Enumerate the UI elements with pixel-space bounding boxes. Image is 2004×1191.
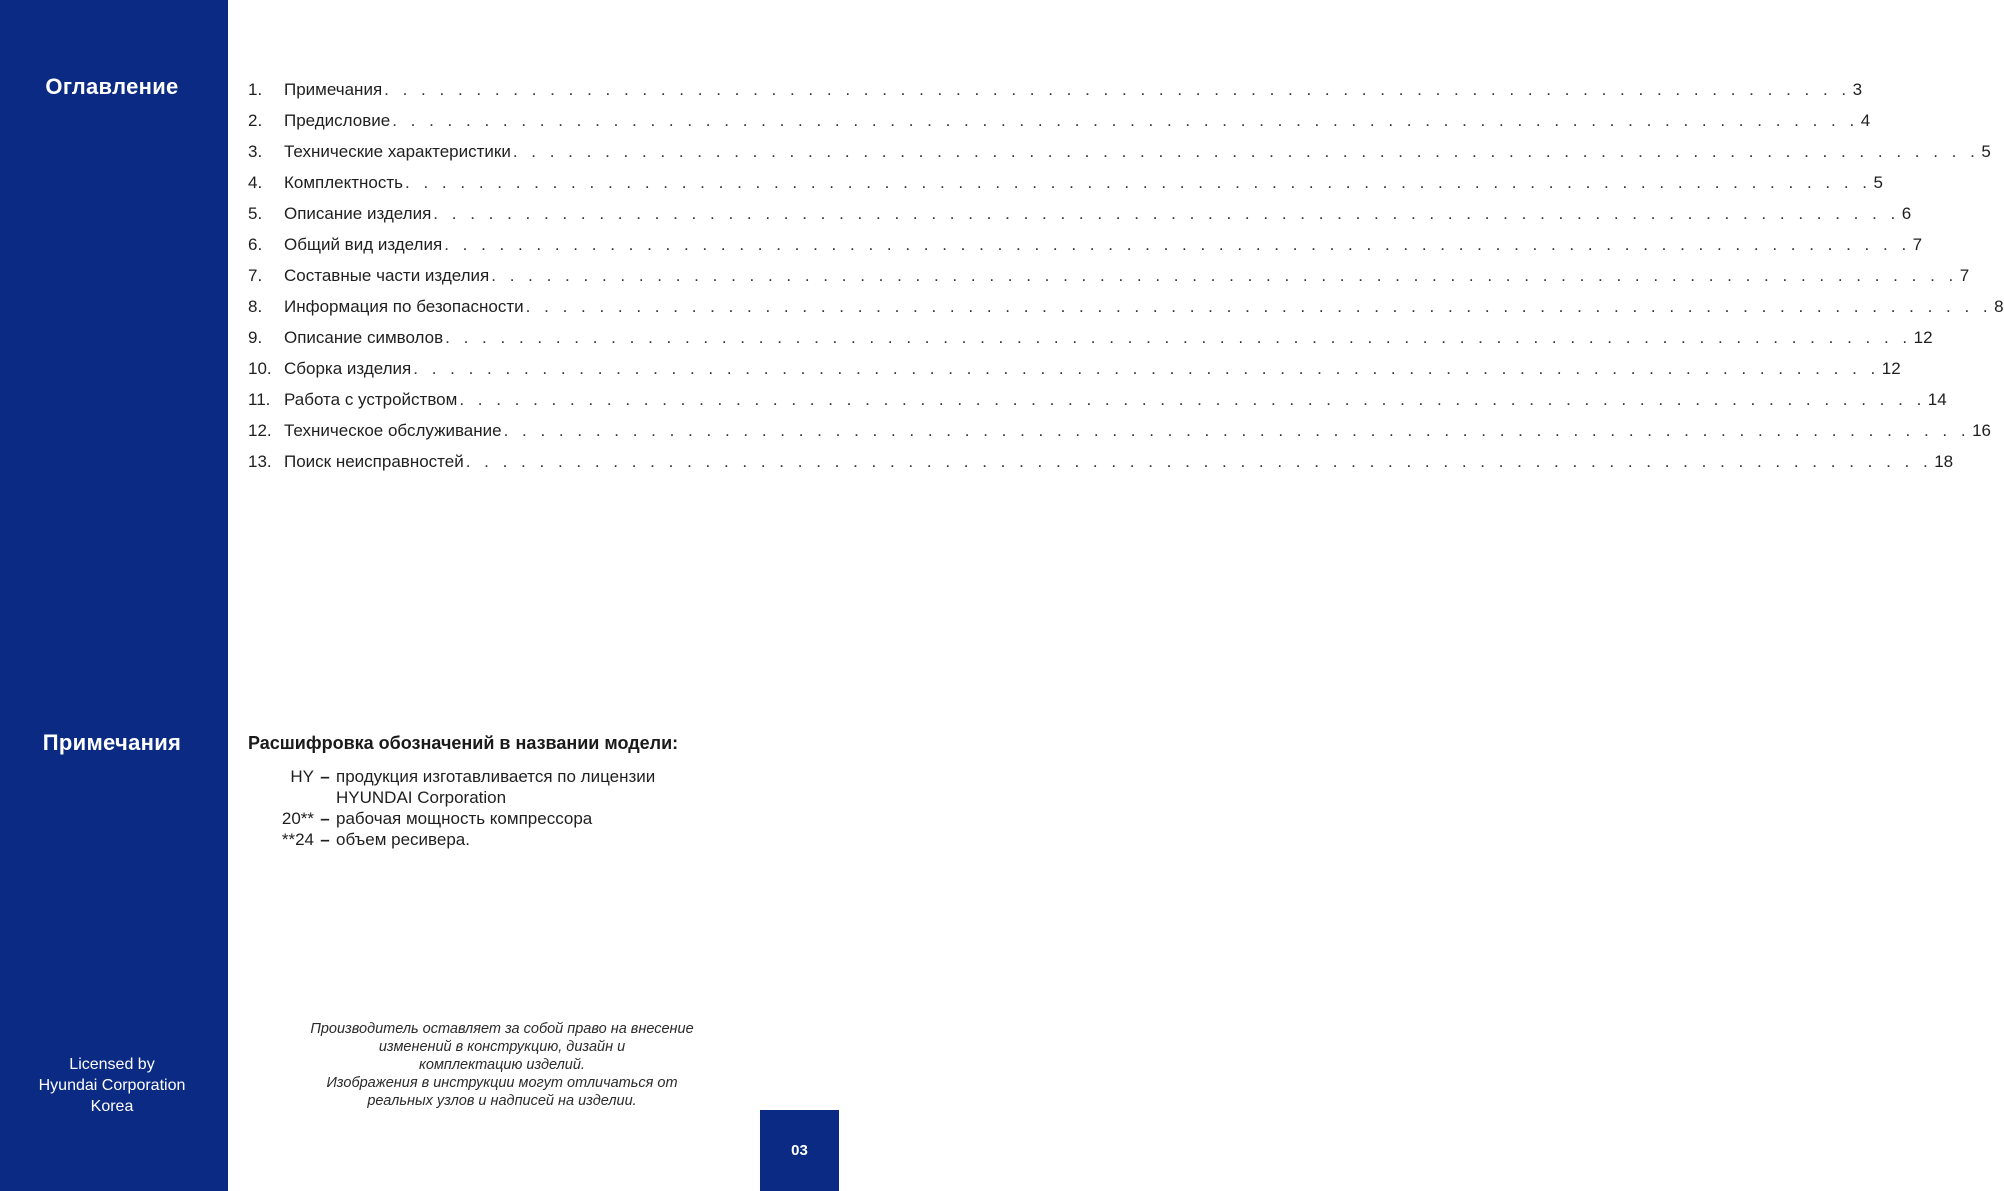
toc-item-title: Описание символов — [284, 328, 444, 347]
page-number: 03 — [760, 1110, 839, 1191]
toc-item-page: 5 — [1873, 173, 1883, 192]
disclaimer-line: Производитель оставляет за собой право на внесение — [310, 1021, 694, 1037]
toc-item — [248, 173, 1883, 204]
toc-item-title: Техническое обслуживание — [284, 421, 502, 440]
toc-leader-dots: . . . . . . . . . . . . . . . . . . . . . . . . . . . . . . . . . . . . . . . . . . . . . . . . . . . . . . . . . . . . . . . . . . . . . . . . . . . . . . . . — [465, 452, 1933, 471]
note-code: **24 — [281, 830, 314, 849]
note-text: продукция изготавливается по лицензии — [336, 767, 656, 786]
toc-item — [248, 421, 1991, 452]
license-line: Korea — [90, 1098, 134, 1115]
note-row — [248, 787, 655, 808]
disclaimer-line: комплектацию изделий. — [419, 1057, 585, 1073]
toc-item-number: 11. — [248, 390, 271, 409]
toc-item-page: 6 — [1901, 204, 1912, 223]
toc-item — [248, 297, 2004, 328]
toc-item — [248, 328, 1933, 359]
toc-item-number: 13. — [248, 452, 272, 471]
toc-item-number: 8. — [248, 297, 263, 316]
toc-item-title: Работа с устройством — [284, 390, 458, 409]
note-row — [248, 829, 655, 850]
toc-item-number: 10. — [248, 359, 272, 378]
note-text: объем ресивера. — [336, 830, 470, 849]
toc-item — [248, 359, 1901, 390]
toc-leader-dots: . . . . . . . . . . . . . . . . . . . . . . . . . . . . . . . . . . . . . . . . . . . . . . . . . . . . . . . . . . . . . . . . . . . . . . . . . . . . . . . . — [444, 235, 1911, 254]
toc-item-number: 7. — [248, 266, 263, 285]
toc-item-number: 1. — [248, 80, 263, 99]
toc-leader-dots: . . . . . . . . . . . . . . . . . . . . . . . . . . . . . . . . . . . . . . . . . . . . . . . . . . . . . . . . . . . . . . . . . . . . . . . . . . . . . . . . — [491, 266, 1958, 285]
table-of-contents — [248, 80, 2004, 483]
toc-item-title: Поиск неисправностей — [284, 452, 464, 471]
toc-item — [248, 452, 1954, 483]
toc-item-page: 4 — [1860, 111, 1871, 130]
toc-item-title: Технические характеристики — [284, 142, 511, 161]
toc-item — [248, 235, 1923, 266]
toc-item-page: 18 — [1934, 452, 1954, 471]
toc-item-title: Примечания — [284, 80, 383, 99]
toc-leader-dots: . . . . . . . . . . . . . . . . . . . . . . . . . . . . . . . . . . . . . . . . . . . . . . . . . . . . . . . . . . . . . . . . . . . . . . . . . . . . . . . . — [392, 111, 1859, 130]
toc-item-title: Комплектность — [284, 173, 404, 192]
notes-title: Расшифровка обозначений в названии модели: — [248, 733, 679, 753]
toc-item-page: 5 — [1981, 142, 1991, 161]
toc-item — [248, 266, 1970, 297]
note-dash: – — [320, 767, 330, 786]
toc-heading: Оглавление — [45, 74, 179, 99]
toc-item — [248, 142, 1991, 173]
note-dash: – — [320, 830, 330, 849]
model-notes — [248, 766, 655, 850]
note-code: HY — [290, 767, 314, 786]
license-text — [0, 1054, 224, 1117]
note-text: рабочая мощность компрессора — [336, 809, 593, 828]
toc-item-page: 7 — [1912, 235, 1923, 254]
toc-item-page: 8 — [1994, 297, 2004, 316]
toc-leader-dots: . . . . . . . . . . . . . . . . . . . . . . . . . . . . . . . . . . . . . . . . . . . . . . . . . . . . . . . . . . . . . . . . . . . . . . . . . . . . . . . . — [413, 359, 1880, 378]
toc-item — [248, 111, 1871, 142]
toc-item-page: 3 — [1852, 80, 1863, 99]
toc-item-number: 12. — [248, 421, 272, 440]
note-text: HYUNDAI Corporation — [336, 788, 507, 807]
toc-item-title: Сборка изделия — [284, 359, 412, 378]
note-row — [248, 766, 655, 787]
toc-item-title: Общий вид изделия — [284, 235, 443, 254]
disclaimer-line: реальных узлов и надписей на изделии. — [367, 1093, 637, 1109]
note-row — [248, 808, 655, 829]
toc-item-number: 6. — [248, 235, 263, 254]
toc-leader-dots: . . . . . . . . . . . . . . . . . . . . . . . . . . . . . . . . . . . . . . . . . . . . . . . . . . . . . . . . . . . . . . . . . . . . . . . . . . . . . . . . — [459, 390, 1926, 409]
toc-leader-dots: . . . . . . . . . . . . . . . . . . . . . . . . . . . . . . . . . . . . . . . . . . . . . . . . . . . . . . . . . . . . . . . . . . . . . . . . . . . . . . . . — [433, 204, 1900, 223]
toc-item-page: 16 — [1972, 421, 1991, 440]
note-dash: – — [320, 809, 330, 828]
toc-item-page: 12 — [1881, 359, 1901, 378]
toc-leader-dots: . . . . . . . . . . . . . . . . . . . . . . . . . . . . . . . . . . . . . . . . . . . . . . . . . . . . . . . . . . . . . . . . . . . . . . . . . . . . . . . . — [525, 297, 1993, 316]
toc-leader-dots: . . . . . . . . . . . . . . . . . . . . . . . . . . . . . . . . . . . . . . . . . . . . . . . . . . . . . . . . . . . . . . . . . . . . . . . . . . . . . . . . — [503, 421, 1971, 440]
toc-leader-dots: . . . . . . . . . . . . . . . . . . . . . . . . . . . . . . . . . . . . . . . . . . . . . . . . . . . . . . . . . . . . . . . . . . . . . . . . . . . . . . . . — [384, 80, 1851, 99]
toc-item-page: 7 — [1959, 266, 1970, 285]
toc-item-number: 3. — [248, 142, 263, 161]
notes-heading: Примечания — [42, 730, 182, 755]
note-dash — [314, 787, 336, 808]
license-line: Licensed by — [69, 1056, 155, 1073]
toc-item-number: 9. — [248, 328, 263, 347]
toc-item-number: 4. — [248, 173, 263, 192]
toc-item — [248, 80, 1863, 111]
disclaimer-line: Изображения в инструкции могут отличаться от — [326, 1075, 678, 1091]
toc-item — [248, 390, 1947, 421]
toc-item-number: 5. — [248, 204, 263, 223]
toc-item-number: 2. — [248, 111, 263, 130]
toc-item-title: Описание изделия — [284, 204, 432, 223]
toc-item-title: Предисловие — [284, 111, 391, 130]
note-code: 20** — [281, 809, 314, 828]
toc-item-title: Составные части изделия — [284, 266, 490, 285]
disclaimer — [268, 1020, 736, 1110]
toc-leader-dots: . . . . . . . . . . . . . . . . . . . . . . . . . . . . . . . . . . . . . . . . . . . . . . . . . . . . . . . . . . . . . . . . . . . . . . . . . . . . . . . . — [445, 328, 1912, 347]
note-code — [248, 787, 314, 808]
toc-leader-dots: . . . . . . . . . . . . . . . . . . . . . . . . . . . . . . . . . . . . . . . . . . . . . . . . . . . . . . . . . . . . . . . . . . . . . . . . . . . . . . . . — [512, 142, 1980, 161]
toc-item-page: 14 — [1927, 390, 1947, 409]
toc-item — [248, 204, 1912, 235]
license-line: Hyundai Corporation — [38, 1077, 186, 1094]
disclaimer-line: изменений в конструкцию, дизайн и — [378, 1039, 626, 1055]
toc-item-title: Информация по безопасности — [284, 297, 524, 316]
sidebar — [0, 0, 228, 1191]
toc-leader-dots: . . . . . . . . . . . . . . . . . . . . . . . . . . . . . . . . . . . . . . . . . . . . . . . . . . . . . . . . . . . . . . . . . . . . . . . . . . . . . . . . — [405, 173, 1872, 192]
toc-item-page: 12 — [1913, 328, 1933, 347]
